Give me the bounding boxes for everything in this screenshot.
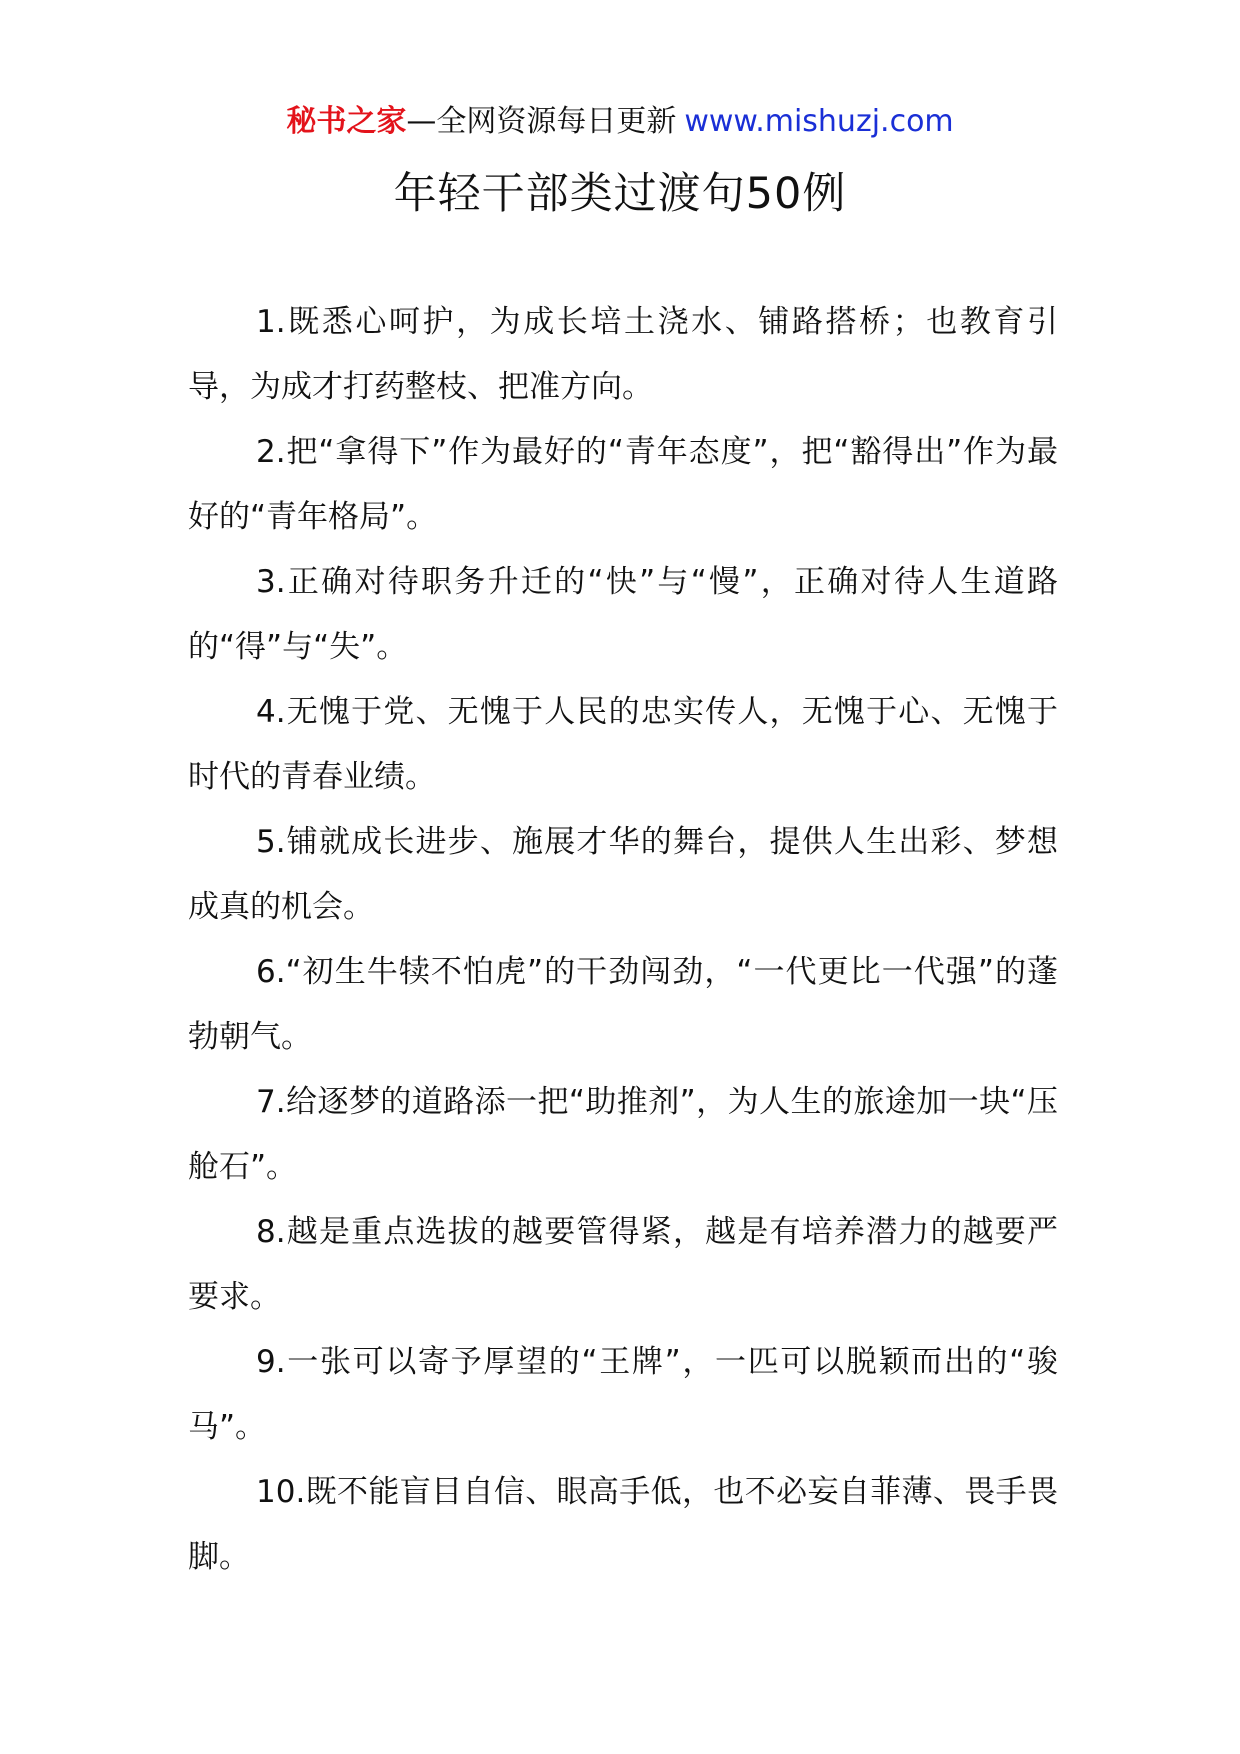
site-slogan: —全网资源每日更新	[406, 104, 677, 139]
site-url-link[interactable]: www.mishuzj.com	[684, 104, 954, 139]
list-item: 3.正确对待职务升迁的“快”与“慢”，正确对待人生道路的“得”与“失”。	[188, 564, 1058, 665]
list-item: 7.给逐梦的道路添一把“助推剂”，为人生的旅途加一块“压舱石”。	[188, 1084, 1058, 1185]
list-item: 10.既不能盲目自信、眼高手低，也不必妄自菲薄、畏手畏脚。	[188, 1474, 1058, 1575]
brand-name: 秘书之家	[286, 104, 407, 139]
site-header	[0, 100, 1240, 144]
document-body	[188, 290, 1058, 1590]
list-item: 6.“初生牛犊不怕虎”的干劲闯劲，“一代更比一代强”的蓬勃朝气。	[188, 954, 1058, 1055]
list-item: 9.一张可以寄予厚望的“王牌”，一匹可以脱颖而出的“骏马”。	[188, 1344, 1058, 1445]
list-item: 1.既悉心呵护，为成长培土浇水、铺路搭桥；也教育引导，为成才打药整枝、把准方向。	[188, 304, 1058, 405]
list-item: 4.无愧于党、无愧于人民的忠实传人，无愧于心、无愧于时代的青春业绩。	[188, 694, 1058, 795]
list-item: 8.越是重点选拔的越要管得紧，越是有培养潜力的越要严要求。	[188, 1214, 1058, 1315]
document-title: 年轻干部类过渡句50例	[393, 169, 847, 219]
list-item: 2.把“拿得下”作为最好的“青年态度”，把“豁得出”作为最好的“青年格局”。	[188, 434, 1058, 535]
list-item: 5.铺就成长进步、施展才华的舞台，提供人生出彩、梦想成真的机会。	[188, 824, 1058, 925]
